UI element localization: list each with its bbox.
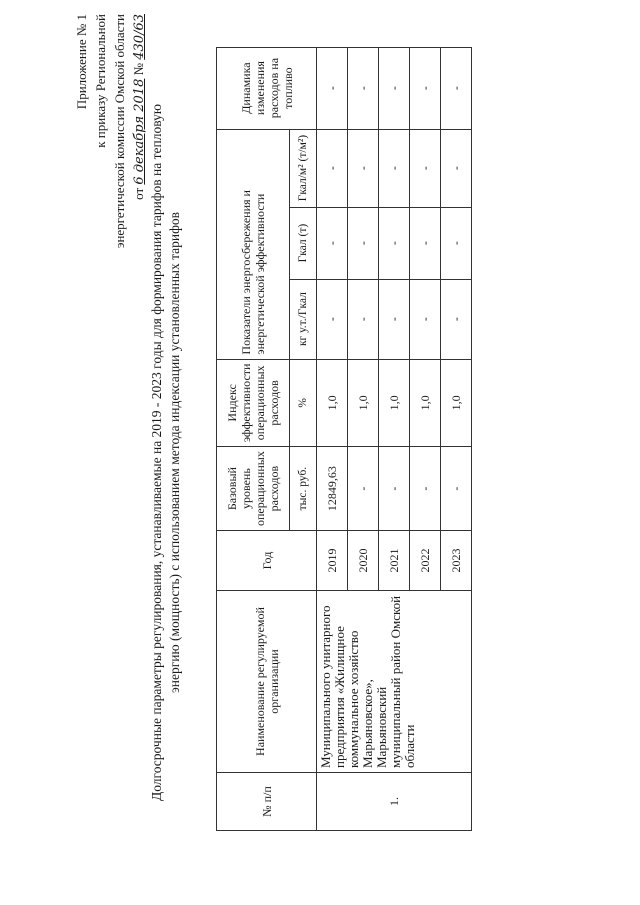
cell-year: 2019 [317, 531, 348, 591]
title-line-2: энергию (мощность) с использованием метода индексации установленных тарифов [167, 211, 182, 694]
cell-year: 2022 [410, 531, 441, 591]
annex-order-ref: к приказу Региональной [93, 14, 108, 148]
table-row [317, 47, 348, 830]
cell-year: 2023 [441, 531, 472, 591]
unit-base: тыс. руб. [290, 447, 317, 531]
cell-index: 1,0 [441, 359, 472, 447]
cell-e1: - [317, 279, 348, 359]
header-base: Базовый уровень операционных расходов [217, 447, 290, 531]
cell-dyn: - [348, 47, 379, 129]
parameters-table [216, 47, 472, 831]
cell-base: - [348, 447, 379, 531]
cell-e1: - [348, 279, 379, 359]
cell-e3: - [410, 129, 441, 207]
cell-dyn: - [410, 47, 441, 129]
annex-date-prefix: от [131, 187, 146, 200]
header-energy: Показатели энергосбережения и энергетической эффективности [217, 129, 290, 359]
unit-e3: Гкал/м² (т/м²) [290, 129, 317, 207]
unit-e2: Гкал (т) [290, 207, 317, 279]
row-number: 1. [317, 773, 472, 831]
cell-index: 1,0 [348, 359, 379, 447]
title-line-1: Долгосрочные параметры регулирования, устанавливаемые на 2019 - 2023 годы для формирования тарифов на тепловую [149, 104, 164, 802]
cell-e2: - [410, 207, 441, 279]
header-row [217, 47, 290, 830]
document-title [148, 20, 184, 885]
handwritten-number: 430/63 [132, 14, 147, 60]
annex-title: Приложение № 1 [74, 14, 89, 110]
cell-e2: - [317, 207, 348, 279]
cell-index: 1,0 [379, 359, 410, 447]
cell-year: 2020 [348, 531, 379, 591]
header-org: Наименование регулируемой организации [217, 591, 317, 773]
header-index: Индекс эффективности операционных расходов [217, 359, 290, 447]
cell-base: 12849,63 [317, 447, 348, 531]
cell-dyn: - [317, 47, 348, 129]
cell-base: - [410, 447, 441, 531]
unit-e1: кг у.т./Гкал [290, 279, 317, 359]
cell-base: - [441, 447, 472, 531]
cell-e3: - [379, 129, 410, 207]
organization-name: Муниципального унитарного предприятия «Жилищное коммунальное хозяйство Марьяновское», Марьяновский муниципальный район Омской области [317, 591, 472, 773]
cell-year: 2021 [379, 531, 410, 591]
cell-e3: - [441, 129, 472, 207]
header-dynamics: Динамика изменения расходов на топливо [217, 47, 317, 129]
cell-dyn: - [441, 47, 472, 129]
cell-e1: - [441, 279, 472, 359]
cell-e2: - [441, 207, 472, 279]
cell-e2: - [379, 207, 410, 279]
number-sign: № [131, 63, 146, 76]
cell-index: 1,0 [410, 359, 441, 447]
cell-e1: - [410, 279, 441, 359]
header-year: Год [217, 531, 317, 591]
header-num: № п/п [217, 773, 317, 831]
annex-header [72, 14, 149, 248]
cell-dyn: - [379, 47, 410, 129]
unit-index: % [290, 359, 317, 447]
cell-e1: - [379, 279, 410, 359]
cell-base: - [379, 447, 410, 531]
annex-date-line [129, 14, 149, 248]
cell-e2: - [348, 207, 379, 279]
cell-e3: - [348, 129, 379, 207]
cell-index: 1,0 [317, 359, 348, 447]
cell-e3: - [317, 129, 348, 207]
handwritten-date: 6 декабря 2018 [132, 78, 147, 185]
annex-commission: энергетической комиссии Омской области [112, 14, 127, 249]
